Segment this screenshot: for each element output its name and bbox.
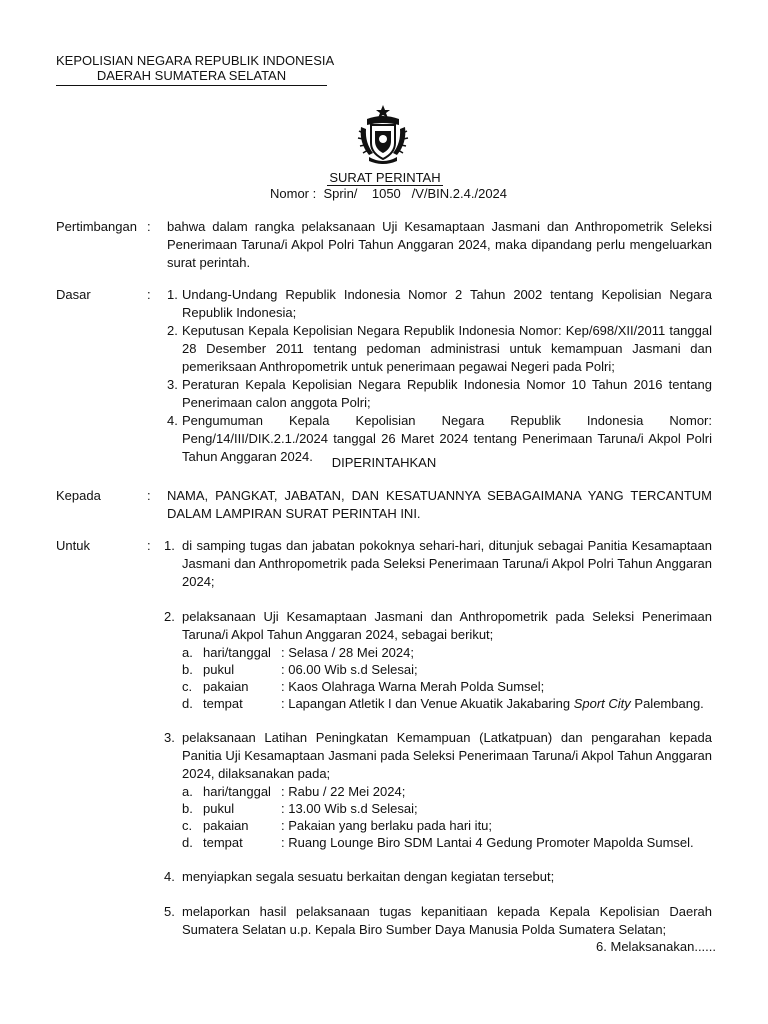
colon: : — [147, 219, 151, 234]
section-pertimbangan — [56, 218, 712, 272]
colon: : — [147, 287, 151, 302]
label-pertimbangan: Pertimbangan — [56, 219, 137, 234]
sub-item: c. pakaian : Pakaian yang berlaku pada hari itu; — [182, 818, 493, 833]
kepada-text: NAMA, PANGKAT, JABATAN, DAN KESATUANNYA SEBAGAIMANA YANG TERCANTUM DALAM LAMPIRAN SURAT PERINTAH INI. — [167, 488, 712, 521]
sub-item: a. hari/tanggal : Rabu / 22 Mei 2024; — [182, 784, 406, 799]
untuk-item-1: 1. di samping tugas dan jabatan pokoknya sehari-hari, ditunjuk sebagai Panitia Kesamaptaan Jasmani dan Anthropometrik pada Seleksi Penerimaan Taruna/i Akpol Polri Tahun Anggaran 2024; — [164, 538, 712, 589]
dasar-list — [167, 286, 712, 466]
continuation-note: 6. Melaksanakan...... — [596, 939, 716, 954]
section-untuk — [56, 537, 712, 939]
list-item: 1. Undang-Undang Republik Indonesia Nomor 2 Tahun 2002 tentang Kepolisian Negara Republik Indonesia; — [167, 287, 712, 320]
sub-item: a. hari/tanggal : Selasa / 28 Mei 2024; — [182, 645, 414, 660]
sub-item: b. pukul : 06.00 Wib s.d Selesai; — [182, 662, 418, 677]
sub-item: c. pakaian : Kaos Olahraga Warna Merah Polda Sumsel; — [182, 679, 545, 694]
untuk-item-5: 5. melaporkan hasil pelaksanaan tugas kepanitiaan kepada Kepala Kepolisian Daerah Sumatera Selatan u.p. Kepala Biro Sumber Daya Manusia Polda Sumatera Selatan; — [164, 904, 712, 937]
section-kepada — [56, 487, 712, 523]
list-item: 2. Keputusan Kepala Kepolisian Negara Republik Indonesia Nomor: Kep/698/XII/2011 tanggal 28 Desember 2011 tentang pedoman administrasi untuk kemampuan Jasmani dan pemeriksaan Anthropometrik untuk penerimaan pegawai Negeri pada Polri; — [167, 323, 712, 374]
untuk-item-4: 4. menyiapkan segala sesuatu berkaitan dengan kegiatan tersebut; — [164, 869, 555, 884]
police-emblem-icon — [357, 103, 409, 167]
header-institution: KEPOLISIAN NEGARA REPUBLIK INDONESIA — [56, 53, 335, 68]
title-name: SURAT PERINTAH — [329, 170, 441, 185]
header-region: DAERAH SUMATERA SELATAN — [56, 68, 327, 86]
title-number: Nomor : Sprin/ 1050 /V/BIN.2.4./2024 — [270, 186, 508, 201]
pertimbangan-text: bahwa dalam rangka pelaksanaan Uji Kesamaptaan Jasmani dan Anthropometrik Seleksi Penerimaan Taruna/i Akpol Polri Tahun Anggaran 2024, maka dipandang perlu mengeluarkan surat perintah. — [167, 219, 712, 270]
label-untuk: Untuk — [56, 538, 90, 553]
list-item: 3. Peraturan Kepala Kepolisian Negara Republik Indonesia Nomor 10 Tahun 2016 tentang Penerimaan calon anggota Polri; — [167, 377, 712, 410]
sub-item: d. tempat : Lapangan Atletik I dan Venue Akuatik Jakabaring Sport City Palembang. — [182, 696, 704, 711]
list-item: 4. Pengumuman Kepala Kepolisian Negara Republik Indonesia Nomor: Peng/14/III/DIK.2.1./2024 tanggal 26 Maret 2024 tentang Penerimaan Taruna/i Akpol Polri Tahun Anggaran 2024. — [167, 413, 712, 464]
label-kepada: Kepada — [56, 488, 101, 503]
untuk-item-2: 2. pelaksanaan Uji Kesamaptaan Jasmani dan Anthropometrik pada Seleksi Penerimaan Taruna/i Akpol Tahun Anggaran 2024, sebagai berikut; a. hari/tanggal : Selasa / 28 Mei 2024; b. pukul : 06.00 Wib s.d Selesai; c. pakaian : Kaos Olahraga Warna Merah Polda Sumsel; d. tempat : Lapangan Atletik I dan Venue Akuatik Jakabaring Sport City Palembang. — [164, 609, 712, 711]
label-dasar: Dasar — [56, 287, 91, 302]
sub-item: b. pukul : 13.00 Wib s.d Selesai; — [182, 801, 418, 816]
document-title — [270, 170, 508, 201]
colon: : — [147, 488, 151, 503]
colon: : — [147, 538, 151, 553]
diperintahkan-heading: DIPERINTAHKAN — [331, 455, 437, 470]
untuk-item-3: 3. pelaksanaan Latihan Peningkatan Kemampuan (Latkatpuan) dan pengarahan kepada Panitia Uji Kesamaptaan Jasmani pada Seleksi Penerimaan Taruna/i Akpol Tahun Anggaran 2024, dilaksanakan pada; a. hari/tanggal : Rabu / 22 Mei 2024; b. pukul : 13.00 Wib s.d Selesai; c. pakaian : Pakaian yang berlaku pada hari itu; d. tempat : Ruang Lounge Biro SDM Lantai 4 Gedung Promoter Mapolda Sumsel. — [164, 730, 712, 850]
sub-item: d. tempat : Ruang Lounge Biro SDM Lantai 4 Gedung Promoter Mapolda Sumsel. — [182, 835, 694, 850]
section-dasar — [56, 286, 712, 466]
